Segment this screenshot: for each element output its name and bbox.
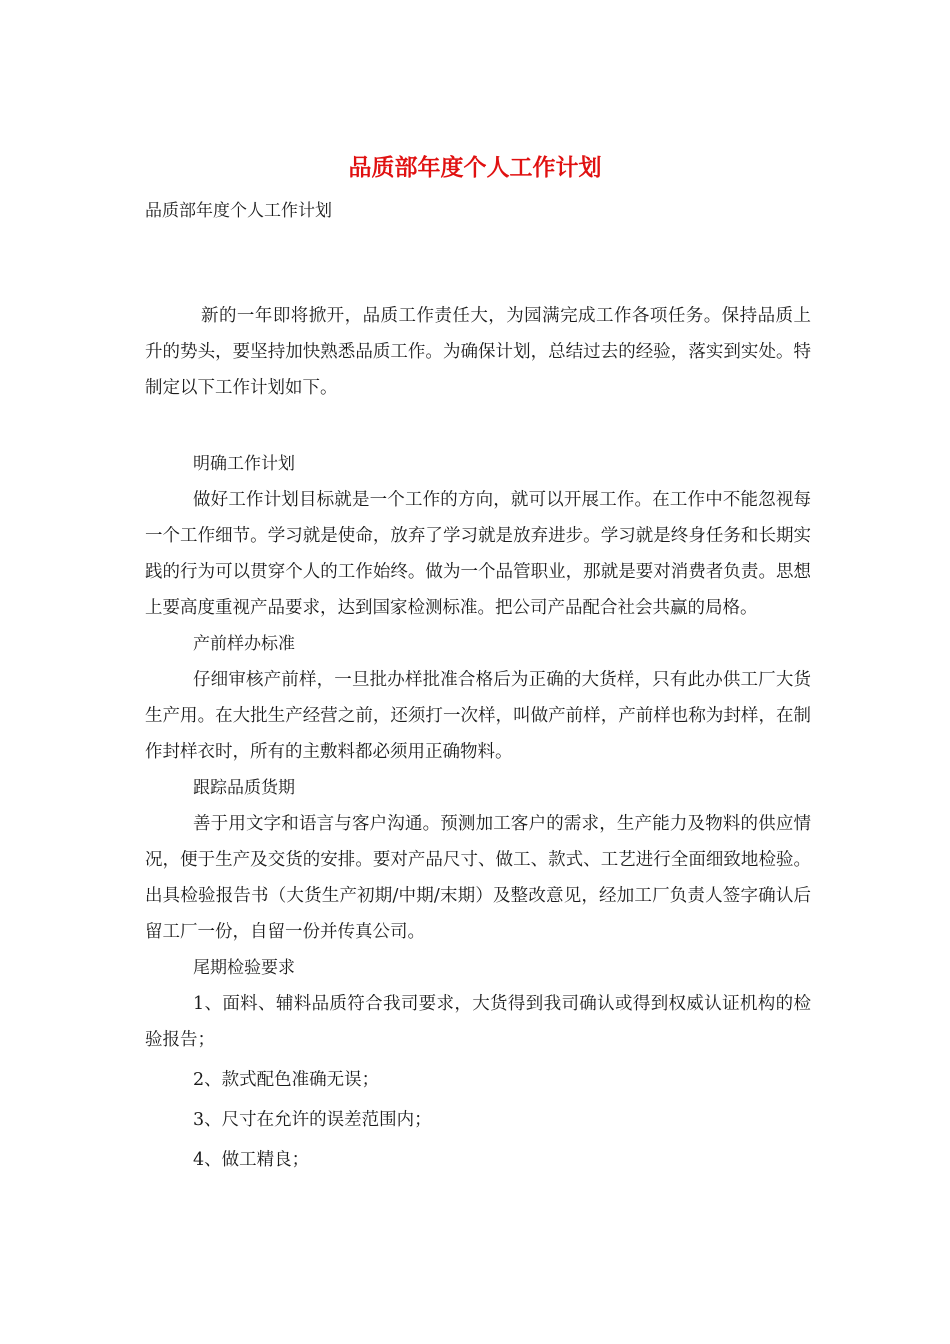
list-item: 1、面料、辅料品质符合我司要求，大货得到我司确认或得到权威认证机构的检验报告； <box>145 994 811 1050</box>
list-item: 4、做工精良； <box>193 1150 310 1170</box>
paragraph-gap <box>145 406 811 446</box>
section-paragraph: 做好工作计划目标就是一个工作的方向，就可以开展工作。在工作中不能忽视每一个工作细节。学习就是使命，放弃了学习就是放弃进步。学习就是终身任务和长期实践的行为可以贯穿个人的工作始终。做为一个品管职业，那就是要对消费者负责。思想上要高度重视产品要求，达到国家检测标准。把公司产品配合社会共赢的局格。 <box>145 490 811 618</box>
section-paragraph: 仔细审核产前样，一旦批办样批准合格后为正确的大货样，只有此办供工厂大货生产用。在大批生产经营之前，还须打一次样，叫做产前样，产前样也称为封样，在制作封样衣时，所有的主敷料都必须用正确物料。 <box>145 670 811 762</box>
section-heading: 尾期检验要求 <box>193 958 295 978</box>
intro-paragraph: 新的一年即将掀开，品质工作责任大，为园满完成工作各项任务。保持品质上升的势头，要坚持加快熟悉品质工作。为确保计划，总结过去的经验，落实到实处。特制定以下工作计划如下。 <box>145 306 811 398</box>
section-heading: 跟踪品质货期 <box>193 778 295 798</box>
section-heading: 明确工作计划 <box>193 454 295 474</box>
document-title: 品质部年度个人工作计划 <box>348 154 602 181</box>
list-item: 2、款式配色准确无误； <box>193 1070 380 1090</box>
section-paragraph: 善于用文字和语言与客户沟通。预测加工客户的需求，生产能力及物料的供应情况，便于生产及交货的安排。要对产品尺寸、做工、款式、工艺进行全面细致地检验。出具检验报告书（大货生产初期/中期/末期）及整改意见，经加工厂负责人签字确认后留工厂一份，自留一份并传真公司。 <box>145 814 811 942</box>
document-subtitle: 品质部年度个人工作计划 <box>145 201 332 221</box>
document-body <box>145 298 811 1178</box>
list-item: 3、尺寸在允许的误差范围内； <box>193 1110 432 1130</box>
section-heading: 产前样办标准 <box>193 634 295 654</box>
